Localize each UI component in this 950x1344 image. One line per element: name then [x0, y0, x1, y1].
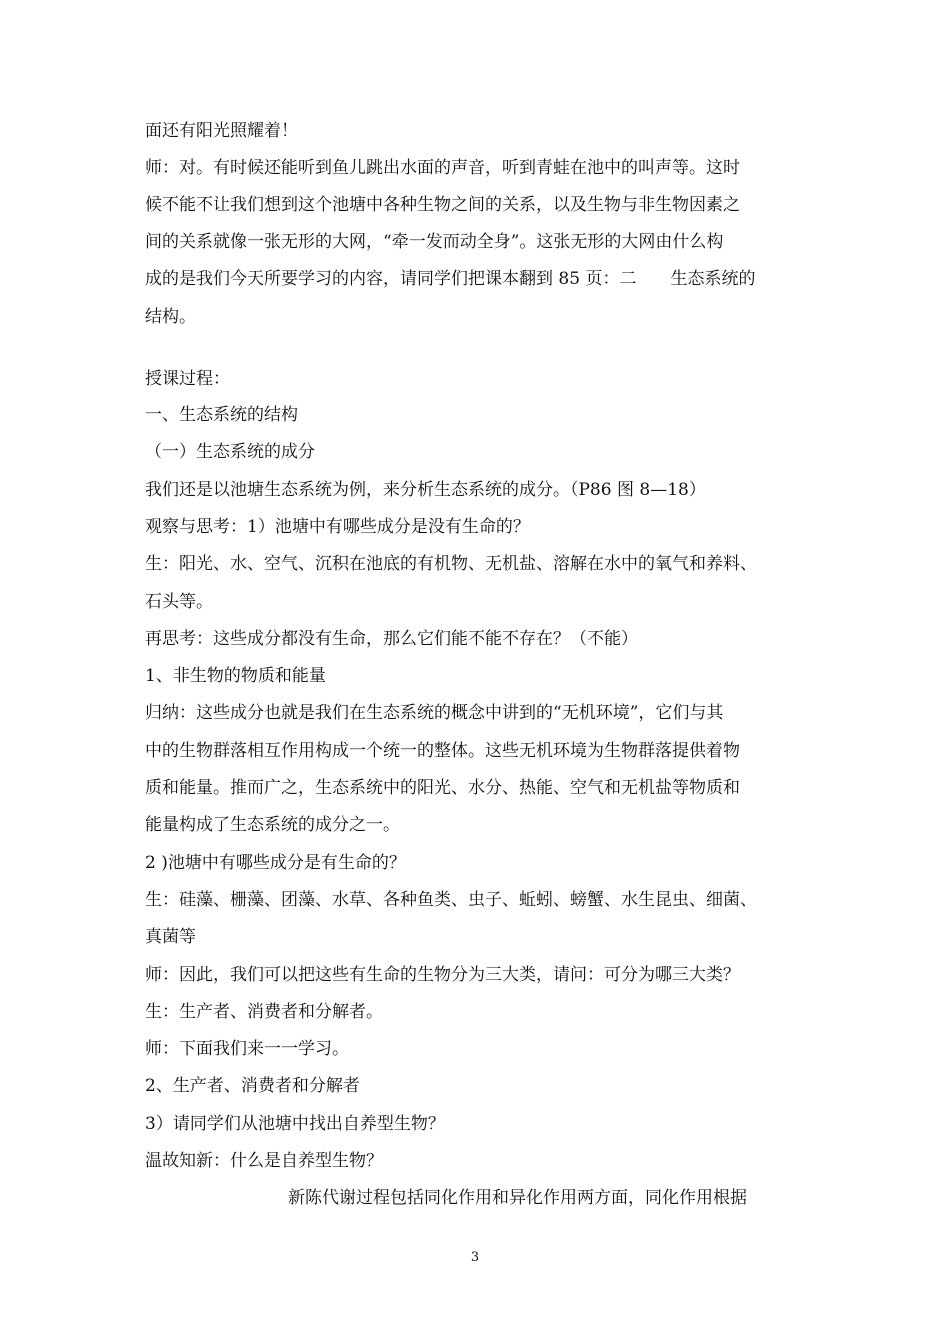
text-line: 师：对。有时候还能听到鱼儿跳出水面的声音，听到青蛙在池中的叫声等。这时: [145, 158, 740, 178]
text-line: 再思考：这些成分都没有生命，那么它们能不能不存在？（不能）: [145, 629, 638, 649]
subsection-heading: 2、生产者、消费者和分解者: [145, 1076, 360, 1096]
text-line: 3）请同学们从池塘中找出自养型生物？: [145, 1114, 445, 1134]
text-line: 生：硅藻、栅藻、团藻、水草、各种鱼类、虫子、蚯蚓、螃蟹、水生昆虫、细菌、: [145, 890, 757, 910]
text-line: 观察与思考：1）池塘中有哪些成分是没有生命的？: [145, 517, 530, 537]
text-line: 真菌等: [145, 927, 196, 947]
text-line: 师：因此，我们可以把这些有生命的生物分为三大类，请问：可分为哪三大类？: [145, 965, 740, 985]
text-line: 生：生产者、消费者和分解者。: [145, 1002, 383, 1022]
section-label: 授课过程：: [145, 369, 230, 389]
text-line: 石头等。: [145, 592, 213, 612]
text-line: 生：阳光、水、空气、沉积在池底的有机物、无机盐、溶解在水中的氧气和养料、: [145, 554, 757, 574]
text-line: 温故知新：什么是自养型生物？: [145, 1151, 383, 1171]
text-line: 归纳：这些成分也就是我们在生态系统的概念中讲到的“无机环境”，它们与其: [145, 703, 724, 723]
text-line: 师：下面我们来一一学习。: [145, 1039, 349, 1059]
text-line: 结构。: [145, 307, 196, 327]
subsection-heading: 1、非生物的物质和能量: [145, 666, 326, 686]
text-line: 中的生物群落相互作用构成一个统一的整体。这些无机环境为生物群落提供着物: [145, 741, 740, 761]
section-heading: 一、生态系统的结构: [145, 405, 298, 425]
text-line: 候不能不让我们想到这个池塘中各种生物之间的关系，以及生物与非生物因素之: [145, 195, 740, 215]
text-line: 2 )池塘中有哪些成分是有生命的？: [145, 853, 406, 873]
text-line: 能量构成了生态系统的成分之一。: [145, 815, 400, 835]
page-number: 3: [470, 1250, 480, 1265]
text-line: 间的关系就像一张无形的大网，“牵一发而动全身”。这张无形的大网由什么构: [145, 232, 724, 252]
text-line: 我们还是以池塘生态系统为例，来分析生态系统的成分。（P86 图 8—18）: [145, 480, 706, 500]
text-line: 新陈代谢过程包括同化作用和异化作用两方面，同化作用根据: [288, 1188, 747, 1208]
text-line: 成的是我们今天所要学习的内容，请同学们把课本翻到 85 页：二 生态系统的: [145, 269, 756, 289]
text-line: 质和能量。推而广之，生态系统中的阳光、水分、热能、空气和无机盐等物质和: [145, 778, 740, 798]
subsection-heading: （一）生态系统的成分: [145, 442, 315, 462]
text-line: 面还有阳光照耀着！: [145, 121, 298, 141]
